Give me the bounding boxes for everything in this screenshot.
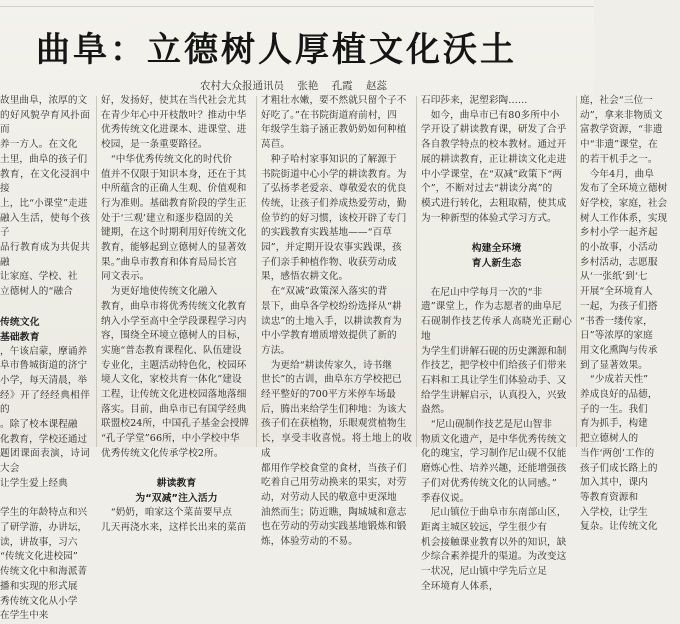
article-line: 作技艺，把学校中们给孩子们带来 bbox=[421, 360, 567, 372]
article-line: 行为准则。基础教育阶段的学生正 bbox=[101, 197, 247, 209]
article-line: 的实践教育实践基地——“百草 bbox=[261, 227, 393, 239]
article-line: 为一种新型的体验式学习方式。 bbox=[421, 212, 557, 224]
section-subheading: 育人新生态 bbox=[471, 258, 522, 270]
section-subheading: 基础教育 bbox=[0, 331, 40, 343]
article-line: 阜市鲁城街道的济宁 bbox=[0, 360, 88, 372]
byline bbox=[200, 77, 540, 95]
article-line: 中小学教育增质增效提供了新的 bbox=[261, 330, 397, 342]
article-column-2 bbox=[101, 94, 252, 533]
article-line: 值并不仅限于知识本身，还在于其 bbox=[101, 168, 247, 180]
article-line: 遗”课堂上，作为志愿者的曲阜尼 bbox=[421, 301, 562, 313]
article-line: 各自教学特点的校本教材。通过开 bbox=[421, 139, 567, 151]
article-line: 为更好地使传统文化融入 bbox=[101, 286, 218, 298]
article-line: 一起，为孩子们搭 bbox=[580, 300, 658, 312]
column-divider bbox=[576, 96, 577, 447]
article-line: 果。”曲阜市教育和体育局局长宫 bbox=[101, 256, 237, 268]
article-line: 富教学资源，“非遗 bbox=[580, 124, 663, 136]
article-line: 传统，让孩子们养成热爱劳动，勤 bbox=[261, 197, 407, 209]
article-line: 日”等浓厚的家庭 bbox=[580, 330, 653, 342]
article-line: 吃着自己用劳动换来的果实，对劳 bbox=[261, 477, 407, 489]
article-line: 如今，曲阜市已有80多所中小 bbox=[421, 109, 560, 121]
article-line: 在青少年心中开枝散叶？推动中华 bbox=[101, 109, 247, 121]
article-line: 模式进行转化，去粗取精，使其成 bbox=[421, 197, 567, 209]
article-line: 品行教育成为共促共融 bbox=[0, 242, 90, 268]
article-line: 给学生讲解启示，认真投入，兴致 bbox=[421, 389, 567, 401]
article-line: 孩子们成长路上的 bbox=[580, 462, 658, 474]
article-line: 题团课面表演，诗词大会 bbox=[0, 448, 90, 475]
article-line: 联盟校24所，中国孔子基金会授牌 bbox=[101, 418, 250, 430]
column-divider bbox=[416, 96, 417, 447]
article-line: 。除了校本课程融 bbox=[0, 419, 78, 431]
article-line: 把立德树人的 bbox=[580, 433, 639, 445]
article-line: 个”，不断对过去“耕读分离”的 bbox=[421, 183, 553, 195]
article-line: 子们亲手种植作物、收获劳动成 bbox=[261, 256, 397, 268]
article-line: 育为抓手，构建 bbox=[580, 418, 648, 430]
article-line: 传统文化中和海派菁 bbox=[0, 566, 88, 578]
article-column-1 bbox=[0, 94, 90, 622]
article-line: 键期，在这个时期利用好传统文化 bbox=[101, 227, 247, 239]
article-line: 世长”的古训，曲阜东方学校把已 bbox=[261, 374, 402, 386]
article-line: 石印莎来，泥塑彩陶…… bbox=[421, 95, 528, 106]
article-line: 机会接触课业教育以外的知识，缺 bbox=[421, 536, 567, 548]
article-line: 子们对优秀传统文化的认同感。” bbox=[421, 477, 557, 489]
article-line: 好，发扬好，使其在当代社会尤其 bbox=[101, 95, 247, 106]
article-line: 播和实现的形式展 bbox=[0, 580, 78, 592]
article-line: 俭节约的好习惯，该校开辟了专门 bbox=[261, 212, 407, 224]
article-line: 学开设了耕读教育课，研发了合乎 bbox=[421, 124, 567, 136]
article-line: 读忠”的土地入手，以耕读教育为 bbox=[261, 315, 402, 327]
article-line: 才粗壮水嫩，要不然就只留个子不 bbox=[261, 95, 407, 106]
article-line: 少综合素养提升的渠道。为改变这 bbox=[421, 551, 567, 563]
article-line: 为更给“耕读传家久，诗书继 bbox=[261, 359, 393, 371]
article-line: 中“非遗”课堂，在 bbox=[580, 139, 658, 151]
byline-source: 农村大众报通讯员 bbox=[200, 80, 284, 92]
article-line: 当作‘两创’工作的 bbox=[580, 447, 655, 459]
article-line: 油然而生；防近瞧，陶城城和意志 bbox=[261, 506, 407, 518]
article-line: 实施“普态教育课程化、队伍建设 bbox=[101, 344, 242, 356]
article-line: 好吃了。”在书院街道府前村，四 bbox=[261, 109, 397, 121]
article-line: 融入生活，使每个孩子 bbox=[0, 212, 90, 239]
article-line: “中华优秀传统文化的时代价 bbox=[101, 153, 233, 165]
article-line: 让家庭、学校、社 bbox=[0, 271, 78, 283]
article-line: 复杂。让传统文化 bbox=[580, 521, 658, 533]
article-line: 从‘一张纸’到‘七 bbox=[580, 271, 648, 283]
article-line: “孔子学堂”66所，中小学校中华 bbox=[101, 433, 240, 445]
byline-author: 张艳 bbox=[297, 80, 319, 92]
article-line: 盎然。 bbox=[421, 404, 451, 416]
article-line: 的好风貌孕育风扑面而 bbox=[0, 109, 90, 136]
article-line bbox=[0, 300, 90, 315]
article-line: 全环境育人体系， bbox=[421, 580, 499, 592]
article-line: 读，讲故事，习六 bbox=[0, 536, 78, 548]
article-line: 果，感悟农耕文化。 bbox=[261, 271, 349, 283]
article-line: 距离主城区较远，学生很少有 bbox=[421, 521, 548, 533]
article-line: 炼，体验劳动的不易。 bbox=[261, 536, 358, 548]
article-line: 一状况，尼山镇中学先后立足 bbox=[421, 566, 548, 578]
article-line: 石砚制作技艺传承人高晓光正耐心地 bbox=[421, 316, 572, 342]
article-line: 教育，能够起到立德树人的显著效 bbox=[101, 242, 247, 254]
article-line: 中小学课堂，在“双减”政策下“两 bbox=[421, 168, 563, 180]
article-line: 加入其中，课内 bbox=[580, 477, 648, 489]
article-line: “书香一缕传家， bbox=[580, 315, 653, 327]
article-line: 在学生中来 bbox=[0, 610, 49, 622]
article-line: 石料和工具让学生们体验动手、又 bbox=[421, 374, 567, 386]
article-line: 展的耕读教育，正让耕读文化走进 bbox=[421, 153, 567, 165]
article-line: 等教育资源和 bbox=[580, 491, 639, 503]
article-line: 的小故事，小活动 bbox=[580, 242, 658, 254]
article-line: 境人文化，家校共育一体化”建设 bbox=[101, 374, 242, 386]
article-line: 尼山镇位于曲阜市东南部山区， bbox=[421, 507, 567, 519]
article-line: 树人工作体系，实现 bbox=[580, 212, 668, 224]
article-line: ，午该启蒙，摩诵养 bbox=[0, 345, 88, 357]
article-line: 了研学游，办讲坛， bbox=[0, 521, 88, 533]
article-line: 容，围绕全环境立德树人的目标， bbox=[101, 330, 247, 342]
article-column-5 bbox=[580, 94, 680, 533]
article-column-3 bbox=[261, 94, 412, 548]
article-line: 发布了全环境立德树 bbox=[580, 183, 668, 195]
article-line: 养成良好的品德， bbox=[580, 389, 658, 401]
article-line: 孩子们在获植物，乐眼观赏植物生 bbox=[261, 418, 407, 430]
article-line: 年级学生翁子涵正教奶奶如何种植 bbox=[261, 124, 407, 136]
article-line: 在“双减”政策深入落实的背 bbox=[261, 286, 388, 298]
article-line: 后，腾出来给学生们种地：为该大 bbox=[261, 403, 407, 415]
section-subheading: 耕读教育 bbox=[156, 478, 197, 490]
article-line: 让学生爱上经典 bbox=[0, 477, 68, 489]
article-line: 到了显著效果。 bbox=[580, 359, 648, 371]
article-line: 今年4月，曲阜 bbox=[580, 168, 655, 180]
article-line: 学生的年龄特点和兴 bbox=[0, 507, 88, 519]
article-line: 在尼山中学每月一次的“非 bbox=[421, 286, 543, 298]
article-line: 养一方人。在文化 bbox=[0, 139, 78, 151]
article-line: 化的瑰宝，学习制作尼山砚不仅能 bbox=[421, 448, 567, 460]
article-line: 书院街道中心小学的耕读教育。为 bbox=[261, 168, 407, 180]
article-line: 了弘扬孝老爱亲、尊敬爱农的优良 bbox=[261, 183, 407, 195]
article-line: 处于‘三观’建立和逐步稳固的关 bbox=[101, 212, 234, 224]
article-line: 用文化熏陶与传承 bbox=[580, 344, 658, 356]
article-line: 好学校，家庭，社会 bbox=[580, 197, 668, 209]
article-line: 土里，曲阜的孩子们 bbox=[0, 153, 88, 165]
article-line: 同文表示。 bbox=[101, 271, 150, 283]
article-line: 种子哈村家事知识的了解源于 bbox=[261, 153, 397, 165]
article-line: 动”，拿来非物质文 bbox=[580, 109, 663, 121]
article-line: 园”，并定期开设农事实践课，孩 bbox=[261, 242, 402, 254]
article-line: 化教育，学校还通过 bbox=[0, 433, 88, 445]
article-line: 上，比“小课堂”走进 bbox=[0, 197, 88, 209]
article-line: 季春仪说。 bbox=[421, 492, 470, 504]
section-subheading: 传统文化 bbox=[0, 316, 40, 328]
article-line: 也在劳动的劳动实践基地锻炼和锻 bbox=[261, 521, 407, 533]
article-line: 入学校，让学生 bbox=[580, 506, 648, 518]
article-line: 故里曲阜，浓厚的文 bbox=[0, 95, 88, 106]
article-line bbox=[421, 226, 572, 241]
headline: 曲阜：立德树人厚植文化沃土 bbox=[36, 30, 517, 70]
article-line: “奶奶，咱家这个菜苗要早点 bbox=[101, 507, 233, 519]
article-line: 长，享受丰收喜悦。将土地上的收成 bbox=[261, 433, 412, 459]
article-line: 优秀传统文化进课本、进课堂、进 bbox=[101, 124, 247, 136]
article-line: 动，对劳动人民的敬意中更深地 bbox=[261, 491, 397, 503]
article-line: 校园，是一条重要路径。 bbox=[101, 139, 208, 151]
article-line: 专业化，主题活动特色化，校园环 bbox=[101, 359, 247, 371]
article-line: 开展“全环境育人 bbox=[580, 286, 653, 298]
article-line: 乡村活动，志愿服 bbox=[580, 256, 658, 268]
article-line: “少成若天性” bbox=[580, 374, 649, 386]
article-line: 为学生们讲解石砚的历史渊源和制 bbox=[421, 345, 567, 357]
article-line: 方法。 bbox=[261, 344, 291, 356]
article-line: 子的一生。我们 bbox=[580, 403, 648, 415]
article-line: “尼山砚制作技艺是尼山智非 bbox=[421, 419, 553, 431]
article-line: 都用作学校食堂的食材，当孩子们 bbox=[261, 462, 407, 474]
section-subheading: 构建全环境 bbox=[471, 243, 522, 255]
article-line: 磨炼心性、培养兴趣，还能增强孩 bbox=[421, 463, 567, 475]
article-line: 庭，社会“三位一 bbox=[580, 95, 653, 106]
article-line: 中所蕴含的正确人生观、价值观和 bbox=[101, 183, 247, 195]
article-line: 经平整好的700平方米停车场最 bbox=[261, 389, 396, 401]
article-line: 秀传统文化从小学 bbox=[0, 595, 78, 607]
article-line bbox=[0, 492, 90, 507]
article-line: 小学，每天清晨，举 bbox=[0, 374, 88, 386]
article-line: 物质文化遗产，是中华优秀传统文 bbox=[421, 433, 567, 445]
article-line bbox=[421, 271, 572, 286]
byline-author: 孔霞 bbox=[331, 80, 353, 92]
article-line: 纳入小学至高中全学段课程学习内 bbox=[101, 315, 247, 327]
byline-author: 赵蕊 bbox=[366, 80, 388, 92]
section-subheading: 为“双减”注入活力 bbox=[135, 493, 218, 505]
article-line: 儿天再浇水来，这样长出来的菜苗 bbox=[101, 521, 247, 533]
article-line: 教育，在文化浸润中接 bbox=[0, 168, 90, 195]
article-line: 的若干机手之一。 bbox=[580, 153, 658, 165]
article-line: 乡村小学一起齐起 bbox=[580, 227, 658, 239]
article-line: 景下，曲阜各学校纷纷选择从“耕 bbox=[261, 300, 402, 312]
column-divider bbox=[256, 96, 257, 447]
top-divider bbox=[0, 6, 594, 7]
article-line: 工程，让传统文化进校园落地落细 bbox=[101, 389, 247, 401]
article-line: 莴苣。 bbox=[261, 139, 291, 151]
article-column-4 bbox=[421, 94, 572, 592]
article-line: 落实。目前，曲阜市已有国学经典 bbox=[101, 403, 247, 415]
article-line: “传统文化进校园” bbox=[0, 551, 78, 563]
article-line: 优秀传统文化传承学校2所。 bbox=[101, 447, 224, 459]
column-divider bbox=[96, 96, 97, 447]
article-line: 经》开了经经典相伴的 bbox=[0, 389, 90, 416]
article-line: 教育，曲阜市将优秀传统文化教育 bbox=[101, 300, 247, 312]
article-line: 立德树人的“融合 bbox=[0, 286, 73, 298]
article-line bbox=[101, 462, 252, 477]
